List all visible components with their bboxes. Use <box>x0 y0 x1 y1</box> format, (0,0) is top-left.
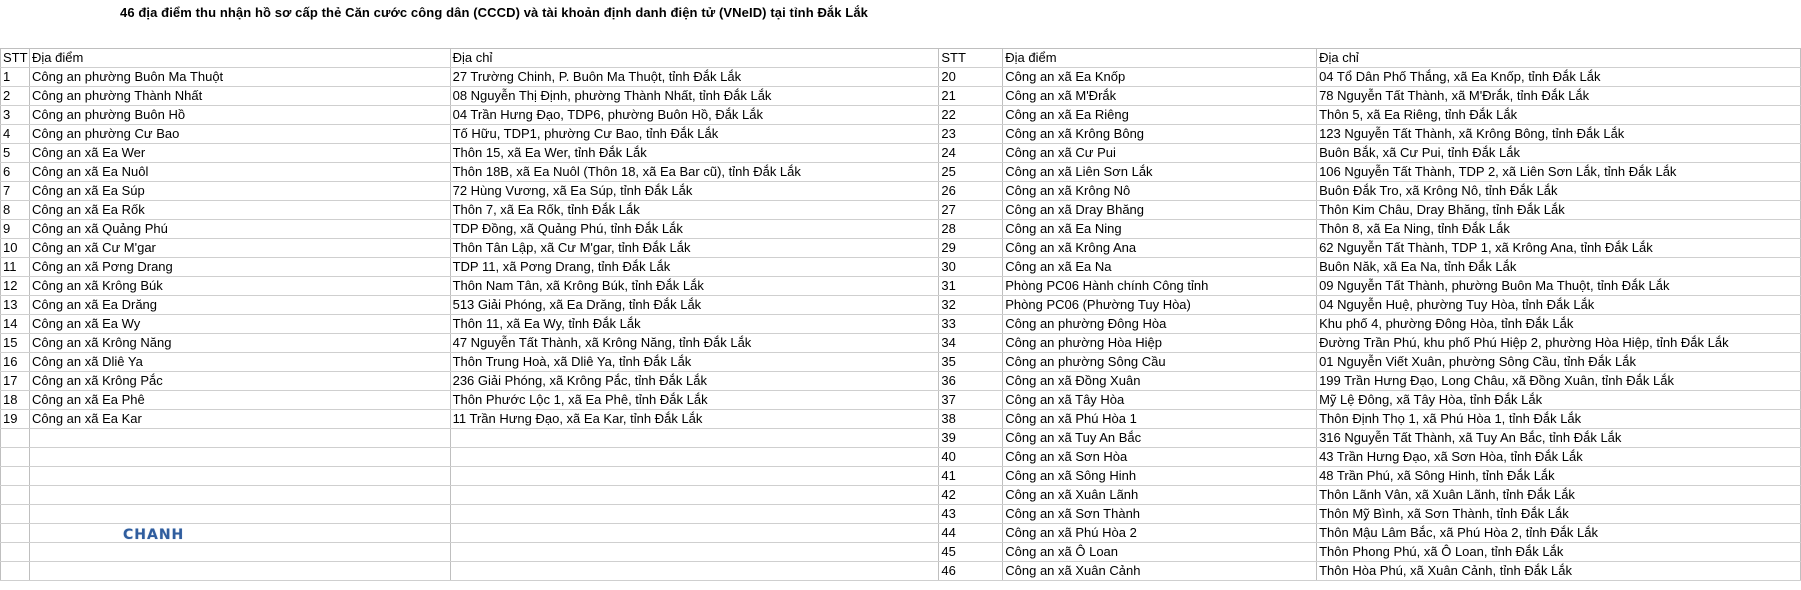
cell-stt-right[interactable]: 36 <box>939 372 1003 391</box>
cell-address-left[interactable]: Thôn 15, xã Ea Wer, tỉnh Đắk Lắk <box>450 144 939 163</box>
cell-address-left[interactable] <box>450 524 939 543</box>
cell-place-left[interactable]: Công an xã Ea Rốk <box>29 201 450 220</box>
table-row <box>1 429 1801 448</box>
cell-address-left[interactable] <box>450 448 939 467</box>
cell-address-left[interactable]: Thôn 18B, xã Ea Nuôl (Thôn 18, xã Ea Bar cũ), tỉnh Đắk Lắk <box>450 163 939 182</box>
table-row <box>1 258 1801 277</box>
cell-stt-left[interactable] <box>1 543 30 562</box>
cell-address-right[interactable]: Thôn Mỹ Bình, xã Sơn Thành, tỉnh Đắk Lắk <box>1317 505 1801 524</box>
cell-place-right[interactable]: Phòng PC06 Hành chính Công tỉnh <box>1003 277 1317 296</box>
cell-address-right[interactable]: 316 Nguyễn Tất Thành, xã Tuy An Bắc, tỉnh Đắk Lắk <box>1317 429 1801 448</box>
cell-place-left[interactable]: Công an xã Krông Pắc <box>29 372 450 391</box>
cell-address-left[interactable]: Thôn Phước Lộc 1, xã Ea Phê, tỉnh Đắk Lắk <box>450 391 939 410</box>
cell-stt-right[interactable]: 24 <box>939 144 1003 163</box>
cell-address-right[interactable]: 04 Nguyễn Huệ, phường Tuy Hòa, tỉnh Đắk Lắk <box>1317 296 1801 315</box>
cell-stt-left[interactable] <box>1 562 30 581</box>
table-row <box>1 125 1801 144</box>
cell-address-left[interactable]: 27 Trường Chinh, P. Buôn Ma Thuột, tỉnh Đắk Lắk <box>450 68 939 87</box>
cell-address-right[interactable]: Thôn Phong Phú, xã Ô Loan, tỉnh Đắk Lắk <box>1317 543 1801 562</box>
table-row <box>1 296 1801 315</box>
cell-place-right[interactable]: Công an phường Sông Cầu <box>1003 353 1317 372</box>
cell-stt-right[interactable]: 21 <box>939 87 1003 106</box>
table-row <box>1 334 1801 353</box>
cell-place-right[interactable]: Công an phường Đông Hòa <box>1003 315 1317 334</box>
table-row <box>1 68 1801 87</box>
cell-place-right[interactable]: Công an xã Ea Na <box>1003 258 1317 277</box>
cell-stt-right[interactable]: 38 <box>939 410 1003 429</box>
cell-place-left[interactable]: Công an phường Buôn Hồ <box>29 106 450 125</box>
table-row <box>1 448 1801 467</box>
cell-place-right[interactable]: Công an xã Ea Ning <box>1003 220 1317 239</box>
cell-place-right[interactable]: Công an xã Xuân Lãnh <box>1003 486 1317 505</box>
cell-stt-right[interactable]: 22 <box>939 106 1003 125</box>
cell-place-right[interactable]: Công an xã Tuy An Bắc <box>1003 429 1317 448</box>
cell-place-left[interactable]: Công an phường Thành Nhất <box>29 87 450 106</box>
cell-place-left[interactable] <box>29 562 450 581</box>
cell-address-right[interactable]: Thôn Định Thọ 1, xã Phú Hòa 1, tỉnh Đắk Lắk <box>1317 410 1801 429</box>
cell-address-right[interactable]: 09 Nguyễn Tất Thành, phường Buôn Ma Thuột, tỉnh Đắk Lắk <box>1317 277 1801 296</box>
cell-stt-left[interactable]: 14 <box>1 315 30 334</box>
table-row <box>1 410 1801 429</box>
header-address-left[interactable]: Địa chỉ <box>450 49 939 68</box>
cell-stt-left[interactable]: 7 <box>1 182 30 201</box>
cell-stt-left[interactable] <box>1 505 30 524</box>
cell-stt-right[interactable]: 39 <box>939 429 1003 448</box>
cell-place-left[interactable] <box>29 543 450 562</box>
cell-stt-left[interactable]: 2 <box>1 87 30 106</box>
cell-stt-left[interactable]: 18 <box>1 391 30 410</box>
cell-place-right[interactable]: Công an xã Krông Nô <box>1003 182 1317 201</box>
table-row <box>1 163 1801 182</box>
table-row <box>1 562 1801 581</box>
cell-address-right[interactable]: Đường Trần Phú, khu phố Phú Hiệp 2, phường Hòa Hiệp, tỉnh Đắk Lắk <box>1317 334 1801 353</box>
table-row <box>1 505 1801 524</box>
cell-place-left[interactable] <box>29 505 450 524</box>
cell-stt-left[interactable] <box>1 467 30 486</box>
cell-place-right[interactable]: Công an xã Tây Hòa <box>1003 391 1317 410</box>
cell-address-left[interactable]: TDP Đồng, xã Quảng Phú, tỉnh Đắk Lắk <box>450 220 939 239</box>
cell-place-right[interactable]: Công an xã Đồng Xuân <box>1003 372 1317 391</box>
cell-address-left[interactable]: 47 Nguyễn Tất Thành, xã Krông Năng, tỉnh Đắk Lắk <box>450 334 939 353</box>
cell-stt-right[interactable]: 37 <box>939 391 1003 410</box>
cell-place-left[interactable]: Công an xã Ea Phê <box>29 391 450 410</box>
cell-stt-right[interactable]: 25 <box>939 163 1003 182</box>
table-row <box>1 106 1801 125</box>
cell-address-right[interactable]: Buôn Bắk, xã Cư Pui, tỉnh Đắk Lắk <box>1317 144 1801 163</box>
cell-address-left[interactable] <box>450 467 939 486</box>
cell-place-left[interactable]: Công an xã Quảng Phú <box>29 220 450 239</box>
cell-place-left[interactable]: Công an xã Pơng Drang <box>29 258 450 277</box>
cell-place-right[interactable]: Công an xã M'Đrắk <box>1003 87 1317 106</box>
cell-stt-right[interactable]: 20 <box>939 68 1003 87</box>
table-row <box>1 277 1801 296</box>
cell-place-right[interactable]: Công an xã Sơn Thành <box>1003 505 1317 524</box>
cell-stt-right[interactable]: 23 <box>939 125 1003 144</box>
cell-address-left[interactable] <box>450 562 939 581</box>
cell-place-right[interactable]: Công an xã Phú Hòa 2 <box>1003 524 1317 543</box>
cell-address-right[interactable]: 43 Trần Hưng Đạo, xã Sơn Hòa, tỉnh Đắk Lắk <box>1317 448 1801 467</box>
cell-address-right[interactable]: 01 Nguyễn Viết Xuân, phường Sông Cầu, tỉnh Đắk Lắk <box>1317 353 1801 372</box>
cell-place-right[interactable]: Công an xã Ô Loan <box>1003 543 1317 562</box>
cell-stt-left[interactable]: 6 <box>1 163 30 182</box>
cell-place-left[interactable]: Công an phường Buôn Ma Thuột <box>29 68 450 87</box>
cell-stt-right[interactable]: 30 <box>939 258 1003 277</box>
cell-place-left[interactable] <box>29 486 450 505</box>
cell-stt-left[interactable] <box>1 429 30 448</box>
table-row <box>1 391 1801 410</box>
cell-place-right[interactable]: Công an xã Sơn Hòa <box>1003 448 1317 467</box>
cell-place-right[interactable]: Công an xã Phú Hòa 1 <box>1003 410 1317 429</box>
cell-place-right[interactable]: Công an xã Dray Bhăng <box>1003 201 1317 220</box>
cell-stt-left[interactable]: 3 <box>1 106 30 125</box>
cell-address-right[interactable]: Thôn Lãnh Vân, xã Xuân Lãnh, tỉnh Đắk Lắk <box>1317 486 1801 505</box>
cell-address-left[interactable]: Thôn Nam Tân, xã Krông Búk, tỉnh Đắk Lắk <box>450 277 939 296</box>
cell-address-right[interactable]: Khu phố 4, phường Đông Hòa, tỉnh Đắk Lắk <box>1317 315 1801 334</box>
cell-stt-right[interactable]: 35 <box>939 353 1003 372</box>
cell-stt-right[interactable]: 45 <box>939 543 1003 562</box>
cell-place-right[interactable]: Công an xã Krông Bông <box>1003 125 1317 144</box>
cell-stt-right[interactable]: 33 <box>939 315 1003 334</box>
cell-address-right[interactable]: Buôn Năk, xã Ea Na, tỉnh Đắk Lắk <box>1317 258 1801 277</box>
cell-place-left[interactable] <box>29 448 450 467</box>
cell-address-left[interactable]: Thôn Trung Hoà, xã Dliê Ya, tỉnh Đắk Lắk <box>450 353 939 372</box>
cell-address-left[interactable] <box>450 429 939 448</box>
cell-address-right[interactable]: 78 Nguyễn Tất Thành, xã M'Đrắk, tỉnh Đắk Lắk <box>1317 87 1801 106</box>
cell-place-right[interactable]: Công an xã Krông Ana <box>1003 239 1317 258</box>
cell-address-right[interactable]: 04 Tổ Dân Phố Thắng, xã Ea Knốp, tỉnh Đắk Lắk <box>1317 68 1801 87</box>
cell-place-left[interactable]: Công an xã Krông Búk <box>29 277 450 296</box>
cell-stt-left[interactable]: 4 <box>1 125 30 144</box>
header-address-right[interactable]: Địa chỉ <box>1317 49 1801 68</box>
table-row <box>1 372 1801 391</box>
cell-stt-right[interactable]: 26 <box>939 182 1003 201</box>
cell-address-right[interactable]: Thôn Kim Châu, Dray Bhăng, tỉnh Đắk Lắk <box>1317 201 1801 220</box>
cell-place-right[interactable]: Công an xã Liên Sơn Lắk <box>1003 163 1317 182</box>
cell-stt-right[interactable]: 28 <box>939 220 1003 239</box>
cell-stt-left[interactable]: 15 <box>1 334 30 353</box>
cell-place-right[interactable]: Công an xã Sông Hinh <box>1003 467 1317 486</box>
cell-address-left[interactable] <box>450 543 939 562</box>
table-row <box>1 524 1801 543</box>
header-place-left[interactable]: Địa điểm <box>29 49 450 68</box>
cell-address-right[interactable]: 106 Nguyễn Tất Thành, TDP 2, xã Liên Sơn Lắk, tỉnh Đắk Lắk <box>1317 163 1801 182</box>
cell-place-right[interactable]: Công an xã Cư Pui <box>1003 144 1317 163</box>
cell-address-left[interactable]: 72 Hùng Vương, xã Ea Súp, tỉnh Đắk Lắk <box>450 182 939 201</box>
cell-place-left[interactable]: Công an phường Cư Bao <box>29 125 450 144</box>
cell-stt-left[interactable] <box>1 448 30 467</box>
cell-stt-left[interactable]: 12 <box>1 277 30 296</box>
cell-place-right[interactable]: Phòng PC06 (Phường Tuy Hòa) <box>1003 296 1317 315</box>
cell-address-left[interactable]: 04 Trần Hưng Đạo, TDP6, phường Buôn Hồ, Đắk Lắk <box>450 106 939 125</box>
cell-address-right[interactable]: 48 Trần Phú, xã Sông Hinh, tỉnh Đắk Lắk <box>1317 467 1801 486</box>
header-stt-right[interactable]: STT <box>939 49 1003 68</box>
cell-address-left[interactable]: 236 Giải Phóng, xã Krông Pắc, tỉnh Đắk Lắk <box>450 372 939 391</box>
cell-stt-left[interactable] <box>1 486 30 505</box>
cell-address-right[interactable]: 123 Nguyễn Tất Thành, xã Krông Bông, tỉnh Đắk Lắk <box>1317 125 1801 144</box>
cell-stt-left[interactable] <box>1 524 30 543</box>
cell-stt-right[interactable]: 34 <box>939 334 1003 353</box>
cell-place-right[interactable]: Công an xã Ea Riêng <box>1003 106 1317 125</box>
cell-stt-left[interactable]: 8 <box>1 201 30 220</box>
cell-place-left[interactable]: Công an xã Krông Năng <box>29 334 450 353</box>
cell-place-left[interactable]: Công an xã Ea Súp <box>29 182 450 201</box>
cell-address-left[interactable]: 08 Nguyễn Thị Định, phường Thành Nhất, tỉnh Đắk Lắk <box>450 87 939 106</box>
cell-stt-right[interactable]: 42 <box>939 486 1003 505</box>
cell-address-left[interactable] <box>450 505 939 524</box>
watermark-logo: CHANH <box>123 527 185 543</box>
cell-stt-right[interactable]: 46 <box>939 562 1003 581</box>
cell-place-left[interactable]: Công an xã Ea Wer <box>29 144 450 163</box>
cell-stt-left[interactable]: 19 <box>1 410 30 429</box>
cell-stt-left[interactable]: 17 <box>1 372 30 391</box>
cell-address-left[interactable]: Thôn 11, xã Ea Wy, tỉnh Đắk Lắk <box>450 315 939 334</box>
cell-stt-right[interactable]: 29 <box>939 239 1003 258</box>
cell-stt-right[interactable]: 44 <box>939 524 1003 543</box>
cell-stt-right[interactable]: 31 <box>939 277 1003 296</box>
cell-stt-left[interactable]: 13 <box>1 296 30 315</box>
table-row <box>1 87 1801 106</box>
cell-place-left[interactable] <box>29 429 450 448</box>
cell-place-left[interactable]: Công an xã Ea Kar <box>29 410 450 429</box>
cell-address-right[interactable]: Buôn Đắk Tro, xã Krông Nô, tỉnh Đắk Lắk <box>1317 182 1801 201</box>
sheet-title: 46 địa điểm thu nhận hồ sơ cấp thẻ Căn cước công dân (CCCD) và tài khoản định danh điện tử (VNeID) tại tỉnh Đắk Lắk <box>120 5 869 20</box>
cell-address-right[interactable]: Thôn 8, xã Ea Ning, tỉnh Đắk Lắk <box>1317 220 1801 239</box>
table-row <box>1 486 1801 505</box>
cell-address-right[interactable]: Mỹ Lệ Đông, xã Tây Hòa, tỉnh Đắk Lắk <box>1317 391 1801 410</box>
cell-stt-right[interactable]: 40 <box>939 448 1003 467</box>
cell-address-right[interactable]: Thôn Hòa Phú, xã Xuân Cảnh, tỉnh Đắk Lắk <box>1317 562 1801 581</box>
cell-place-left[interactable]: Công an xã Cư M'gar <box>29 239 450 258</box>
cell-place-left[interactable]: Công an xã Ea Wy <box>29 315 450 334</box>
cell-place-right[interactable]: Công an xã Ea Knốp <box>1003 68 1317 87</box>
table-row <box>1 182 1801 201</box>
cell-address-left[interactable]: TDP 11, xã Pơng Drang, tỉnh Đắk Lắk <box>450 258 939 277</box>
cell-address-right[interactable]: Thôn 5, xã Ea Riêng, tỉnh Đắk Lắk <box>1317 106 1801 125</box>
header-place-right[interactable]: Địa điểm <box>1003 49 1317 68</box>
table-row <box>1 315 1801 334</box>
table-row <box>1 353 1801 372</box>
table-row <box>1 467 1801 486</box>
cell-address-right[interactable]: Thôn Mậu Lâm Bắc, xã Phú Hòa 2, tỉnh Đắk Lắk <box>1317 524 1801 543</box>
cell-address-right[interactable]: 199 Trần Hưng Đạo, Long Châu, xã Đồng Xuân, tỉnh Đắk Lắk <box>1317 372 1801 391</box>
cell-stt-right[interactable]: 32 <box>939 296 1003 315</box>
cell-place-left[interactable] <box>29 524 450 543</box>
cell-place-left[interactable] <box>29 467 450 486</box>
table-row <box>1 220 1801 239</box>
cell-stt-left[interactable]: 11 <box>1 258 30 277</box>
cell-stt-left[interactable]: 1 <box>1 68 30 87</box>
table-row <box>1 239 1801 258</box>
cell-place-right[interactable]: Công an xã Xuân Cảnh <box>1003 562 1317 581</box>
cell-stt-left[interactable]: 9 <box>1 220 30 239</box>
cell-address-right[interactable]: 62 Nguyễn Tất Thành, TDP 1, xã Krông Ana, tỉnh Đắk Lắk <box>1317 239 1801 258</box>
cell-place-right[interactable]: Công an phường Hòa Hiệp <box>1003 334 1317 353</box>
cell-address-left[interactable]: 11 Trần Hưng Đạo, xã Ea Kar, tỉnh Đắk Lắk <box>450 410 939 429</box>
cell-address-left[interactable]: Tố Hữu, TDP1, phường Cư Bao, tỉnh Đắk Lắk <box>450 125 939 144</box>
cell-place-left[interactable]: Công an xã Ea Nuôl <box>29 163 450 182</box>
header-stt-left[interactable]: STT <box>1 49 30 68</box>
cell-place-left[interactable]: Công an xã Ea Drăng <box>29 296 450 315</box>
locations-table <box>0 48 1801 581</box>
cell-stt-left[interactable]: 5 <box>1 144 30 163</box>
cell-stt-right[interactable]: 41 <box>939 467 1003 486</box>
header-row <box>1 49 1801 68</box>
cell-address-left[interactable] <box>450 486 939 505</box>
cell-stt-right[interactable]: 43 <box>939 505 1003 524</box>
table-row <box>1 543 1801 562</box>
cell-place-left[interactable]: Công an xã Dliê Ya <box>29 353 450 372</box>
cell-address-left[interactable]: Thôn 7, xã Ea Rốk, tỉnh Đắk Lắk <box>450 201 939 220</box>
cell-stt-left[interactable]: 10 <box>1 239 30 258</box>
cell-address-left[interactable]: 513 Giải Phóng, xã Ea Drăng, tỉnh Đắk Lắk <box>450 296 939 315</box>
cell-stt-right[interactable]: 27 <box>939 201 1003 220</box>
cell-stt-left[interactable]: 16 <box>1 353 30 372</box>
table-row <box>1 201 1801 220</box>
table-row <box>1 144 1801 163</box>
cell-address-left[interactable]: Thôn Tân Lập, xã Cư M'gar, tỉnh Đắk Lắk <box>450 239 939 258</box>
